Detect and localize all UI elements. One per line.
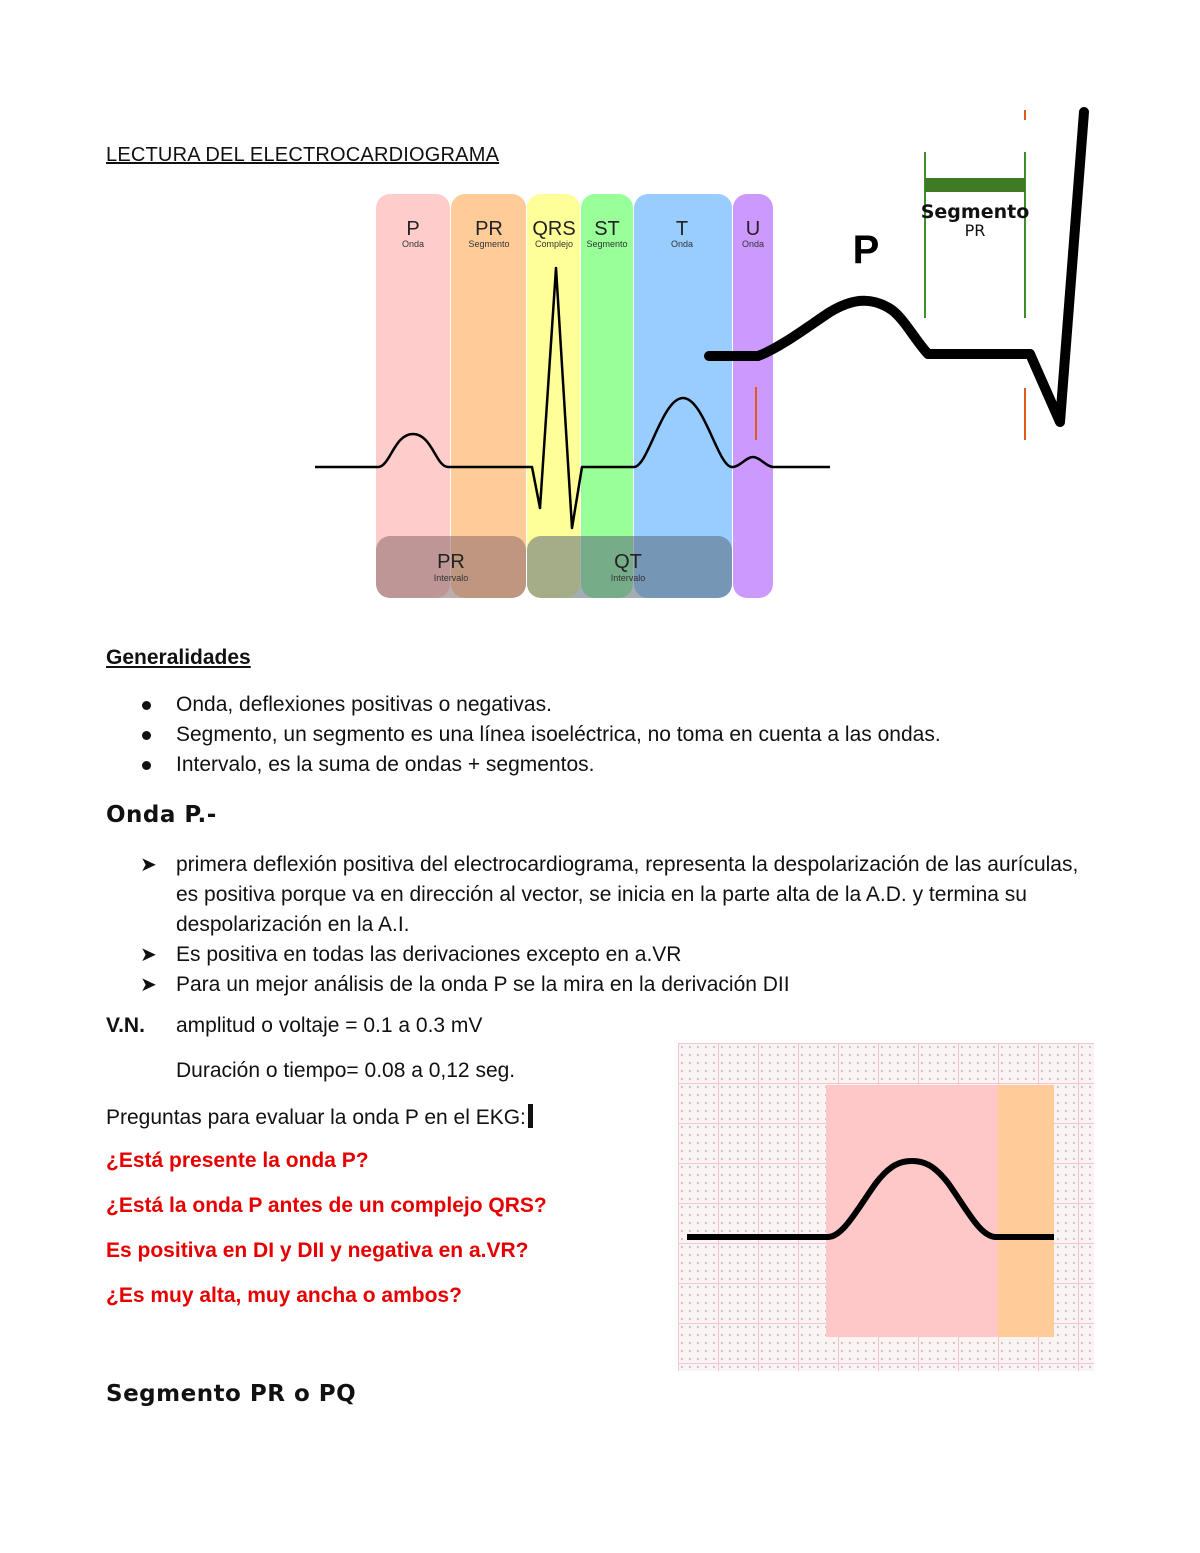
- band-t-sub: Onda: [670, 239, 694, 249]
- band-qrs-sub: Complejo: [534, 239, 574, 249]
- interval-qt-label: QT: [614, 551, 642, 573]
- questions-intro: [106, 1104, 533, 1130]
- pr-segment-zoom-diagram: [700, 100, 1100, 445]
- segmento-pr-heading: Segmento PR o PQ: [106, 1381, 357, 1407]
- band-p-label: P: [406, 218, 420, 240]
- band-pr-label: PR: [475, 218, 503, 240]
- band-qrs-label: QRS: [532, 218, 576, 240]
- generalidades-list: [140, 690, 941, 780]
- generalidades-item-segmento: Segmento, un segmento es una línea isoeléctrica, no toma en cuenta a las ondas.: [140, 720, 941, 750]
- onda-p-list: [140, 850, 1090, 1000]
- question-1: ¿Está presente la onda P?: [106, 1149, 369, 1172]
- arrow-bullet-icon: ➤: [140, 944, 157, 966]
- band-pr-sub: Segmento: [468, 239, 510, 249]
- vn-duration: Duración o tiempo= 0.08 a 0,12 seg.: [176, 1059, 516, 1082]
- interval-qt-sub: Intervalo: [610, 573, 646, 583]
- segment-sub-label: PR: [964, 221, 986, 240]
- generalidades-item-intervalo: Intervalo, es la suma de ondas + segmentos.: [140, 750, 941, 780]
- text-cursor: [528, 1104, 533, 1128]
- generalidades-heading: Generalidades: [106, 646, 251, 669]
- band-p-sub: Onda: [401, 239, 425, 249]
- question-2: ¿Está la onda P antes de un complejo QRS?: [106, 1194, 547, 1217]
- p-wave-label: P: [852, 228, 880, 272]
- band-st-sub: Segmento: [586, 239, 628, 249]
- onda-p-heading: Onda P.-: [106, 802, 217, 828]
- band-u-sub: Onda: [741, 239, 765, 249]
- onda-p-item-text: Es positiva en todas las derivaciones excepto en a.VR: [176, 943, 682, 966]
- p-wave-zone: [826, 1085, 998, 1337]
- segment-label: Segmento: [920, 201, 1030, 223]
- p-wave-grid-image: [678, 1043, 1094, 1371]
- question-3: Es positiva en DI y DII y negativa en a.VR?: [106, 1239, 529, 1262]
- interval-pr-sub: Intervalo: [433, 573, 469, 583]
- onda-p-item: [140, 940, 1090, 970]
- p-wave-trace: [709, 112, 1084, 422]
- arrow-bullet-icon: ➤: [140, 854, 157, 876]
- band-t-label: T: [675, 218, 689, 240]
- arrow-bullet-icon: ➤: [140, 974, 157, 996]
- question-4: ¿Es muy alta, muy ancha o ambos?: [106, 1284, 462, 1307]
- vn-amplitude: amplitud o voltaje = 0.1 a 0.3 mV: [176, 1014, 483, 1037]
- document-title: LECTURA DEL ELECTROCARDIOGRAMA: [106, 144, 500, 166]
- pr-segment-zone: [998, 1085, 1054, 1337]
- band-u-label: U: [745, 218, 761, 240]
- onda-p-item: [140, 850, 1090, 940]
- vn-label: V.N.: [106, 1014, 145, 1037]
- onda-p-item: [140, 970, 1090, 1000]
- interval-pr-label: PR: [437, 551, 465, 573]
- segment-bar: [925, 178, 1025, 192]
- questions-intro-text: Preguntas para evaluar la onda P en el EKG:: [106, 1106, 526, 1129]
- onda-p-item-text: primera deflexión positiva del electrocardiograma, representa la despolarización de las aurículas, es positiva porque va en dirección al vector, se inicia en la parte alta de la A.D. y termina su despolarización en la A.I.: [176, 853, 1079, 936]
- generalidades-item-onda: Onda, deflexiones positivas o negativas.: [140, 690, 941, 720]
- band-st-label: ST: [594, 218, 620, 240]
- onda-p-item-text: Para un mejor análisis de la onda P se la mira en la derivación DII: [176, 973, 790, 996]
